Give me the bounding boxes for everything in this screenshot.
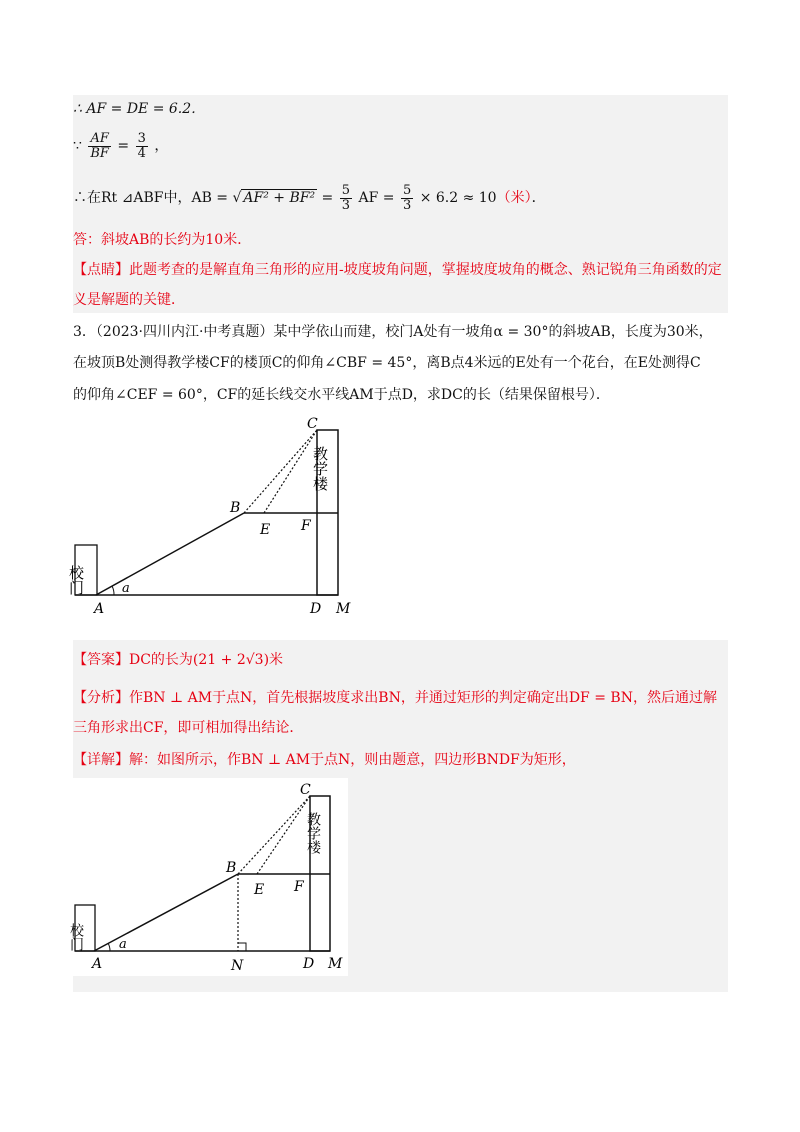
problem-line-2: 在坡顶B处测得教学楼CF的楼顶C的仰角∠CBF = 45°，离B点4米远的E处有一个花台，在E处测得C (73, 355, 701, 371)
fraction-3-4: $\frac{3}{4}$ (137, 130, 146, 161)
figure-problem (67, 410, 362, 620)
label-D-2: D (303, 956, 315, 972)
label-A: A (94, 601, 105, 617)
gate-label: 校门 (67, 565, 85, 595)
label-D: D (310, 601, 322, 617)
label-E-2: E (254, 882, 265, 898)
building-label-2: 教学楼 (305, 812, 321, 854)
figure-solution (68, 778, 348, 976)
answer-block: 【答案】DC的长为(21 + 2√3)米 (73, 652, 284, 668)
comment-line-2: 义是解题的关键． (73, 292, 185, 308)
fraction-5-3-b: $\frac{5}{3}$ (402, 182, 412, 213)
label-F-2: F (294, 879, 304, 895)
label-M-2: M (328, 956, 343, 972)
problem-line-1: 3．（2023·四川内江·中考真题）某中学依山而建，校门A处有一坡角α = 30°的斜坡AB，长度为30米， (73, 324, 713, 340)
fraction-af-bf: $\frac{AF}{BF}$ (90, 130, 109, 161)
gate-label-2: 校门 (68, 923, 84, 951)
label-B: B (230, 500, 241, 516)
line-ratio: ∵ $\frac{AF}{BF}$ = $\frac{3}{4}$ ， (73, 130, 169, 161)
label-F: F (301, 518, 311, 534)
label-A-2: A (92, 956, 103, 972)
fraction-5-3-a: $\frac{5}{3}$ (341, 182, 351, 213)
problem-line-3: 的仰角∠CEF = 60°，CF的延长线交水平线AM于点D，求DC的长（结果保留根号）． (73, 387, 610, 403)
label-alpha-2: a (119, 937, 127, 952)
label-E: E (260, 522, 271, 538)
comment-line-1: 【点睛】此题考查的是解直角三角形的应用-坡度坡角问题，掌握坡度坡角的概念、熟记锐角三角函数的定 (73, 262, 722, 278)
label-M: M (336, 601, 351, 617)
label-alpha: a (122, 581, 130, 596)
building-label: 教学楼 (311, 446, 329, 491)
detail-line: 【详解】解：如图所示，作BN ⊥ AM于点N，则由题意，四边形BNDF为矩形， (73, 752, 576, 768)
label-C: C (307, 416, 318, 432)
line-ab-calc: ∴在Rt ⊿ABF中，AB = √ AF² + BF² = $\frac{5}{3}$ AF = $\frac{5}{3}$ × 6.2 ≈ 10（米）． (73, 182, 546, 213)
analysis-line-2: 三角形求出CF，即可相加得出结论． (73, 720, 304, 736)
label-N-2: N (231, 958, 244, 974)
line-af-de: ∴ AF = DE = 6.2． (73, 101, 206, 117)
analysis-line-1: 【分析】作BN ⊥ AM于点N，首先根据坡度求出BN，并通过矩形的判定确定出DF = BN，然后通过解 (73, 690, 717, 706)
label-B-2: B (226, 860, 237, 876)
answer-line: 答：斜坡AB的长约为10米． (73, 232, 252, 248)
label-C-2: C (300, 782, 311, 798)
